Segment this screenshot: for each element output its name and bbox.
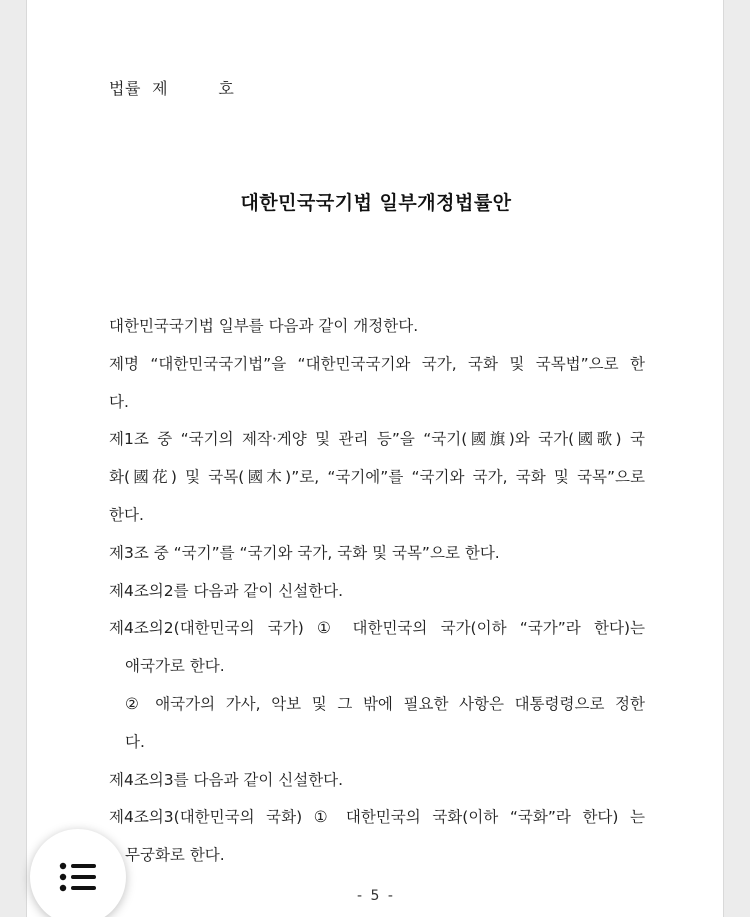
- body-line: 제4조의3를 다음과 같이 신설한다.: [109, 770, 344, 789]
- body-line: 제4조의2(대한민국의 국가) ① 대한민국의 국가(이하 “국가”라 한다)는: [109, 619, 645, 638]
- law-number-label: 법률 제 호: [109, 79, 235, 98]
- body-line: 제4조의2를 다음과 같이 신설한다.: [109, 581, 344, 600]
- list-icon: [59, 862, 97, 892]
- body-line: ② 애국가의 가사, 악보 및 그 밖에 필요한 사항은 대통령령으로 정한: [125, 694, 645, 713]
- body-line: 애국가로 한다.: [125, 657, 225, 676]
- body-line: 화(國花) 및 국목(國木)”로, “국기에”를 “국기와 국가, 국화 및 국목”으로: [109, 468, 645, 487]
- body-line: 다.: [125, 732, 145, 751]
- body-line: 제명 “대한민국국기법”을 “대한민국국기와 국가, 국화 및 국목법”으로 한: [109, 354, 645, 373]
- body-line: 무궁화로 한다.: [125, 846, 225, 865]
- body-line: 대한민국국기법 일부를 다음과 같이 개정한다.: [109, 317, 419, 335]
- body-line: 제1조 중 “국기의 제작·게양 및 관리 등”을 “국기(國旗)와 국가(國歌) 국: [109, 430, 645, 449]
- body-line: 다.: [109, 392, 129, 411]
- body-line: 제4조의3(대한민국의 국화) ① 대한민국의 국화(이하 “국화”라 한다) 는: [109, 808, 645, 827]
- document-body: [109, 308, 645, 875]
- table-of-contents-button[interactable]: [30, 829, 126, 917]
- body-line: 제3조 중 “국기”를 “국기와 국가, 국화 및 국목”으로 한다.: [109, 543, 500, 562]
- document-title: 대한민국국기법 일부개정법률안: [240, 192, 512, 214]
- body-line: 한다.: [109, 505, 144, 524]
- document-page: [26, 0, 724, 917]
- page-number: - 5 -: [357, 888, 395, 904]
